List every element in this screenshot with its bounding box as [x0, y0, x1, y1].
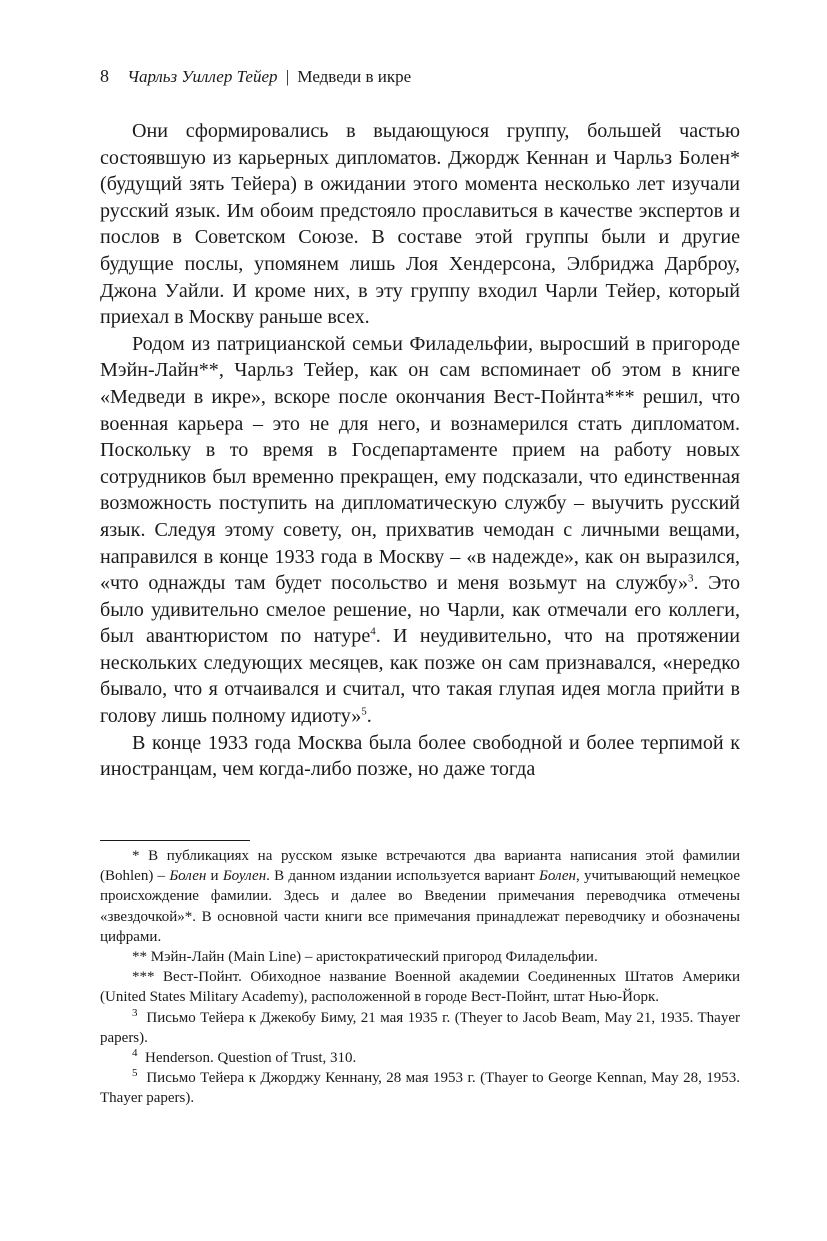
paragraph-2-part-b: . Это было удивительно смелое решение, но Чарли, как отмечали его коллеги, был авантюристом по натуре	[100, 572, 741, 648]
footnote-1-italic-2: Боулен	[222, 868, 267, 885]
paragraph-3: В конце 1933 года Москва была более свободной и более терпимой к иностранцам, чем когда-либо позже, но даже тогда	[100, 731, 740, 781]
footnote-4-number: 3	[132, 1006, 138, 1019]
paragraph-2-part-c: . И неудивительно, что на протяжении нескольких следующих месяцев, как позже он сам признавался, «нередко бывало, что я отчаивался и считал, что такая глупая идея могла прийти в голову лишь полному идиоту»	[100, 625, 741, 728]
paragraph-1: Они сформировались в выдающуюся группу, большей частью состоявшую из карьерных дипломатов. Джордж Кеннан и Чарльз Болен* (будущий зять Тейера) в ожидании этого момента несколько лет изучали русский язык. Им обоим предстояло прославиться в качестве экспертов и послов в Советском Союзе. В составе этой группы были и другие будущие послы, упомянем лишь Лоя Хендерсона, Элбриджа Дарброу, Джона Уайли. И кроме них, в эту группу входил Чарли Тейер, который приехал в Москву раньше всех.	[100, 120, 740, 329]
header-book-title: Медведи в икре	[297, 67, 412, 86]
footnote-1-text-b: и	[206, 868, 223, 885]
footnote-1	[100, 846, 740, 947]
footnote-divider	[100, 840, 250, 841]
footnote-ref-4: 4	[370, 625, 376, 638]
footnote-1-text-a: * В публикациях на русском языке встречаются два варианта написания этой фамилии (Bohlen) –	[100, 848, 740, 885]
footnote-3: *** Вест-Пойнт. Обиходное название Военной академии Соединенных Штатов Америки (United States Military Academy), расположенной в городе Вест-Пойнт, штат Нью-Йорк.	[100, 969, 740, 1006]
footnote-4-text: Письмо Тейера к Джекобу Биму, 21 мая 1935 г. (Theyer to Jacob Beam, May 21, 1935. Thayer papers).	[100, 1009, 740, 1046]
header-author: Чарльз Уиллер Тейер	[127, 67, 278, 86]
footnote-1-text-d: , учитывающий немецкое происхождение фамилии. Здесь и далее во Введении примечания переводчика отмечены «звездочкой»*. В основной части книги все примечания принадлежат переводчику и обозначены цифрами.	[100, 868, 741, 945]
footnote-6-text: Письмо Тейера к Джорджу Кеннану, 28 мая 1953 г. (Thayer to George Kennan, May 28, 1953. Thayer papers).	[100, 1070, 741, 1107]
footnote-1-italic-1: Болен	[169, 868, 207, 885]
footnote-4	[100, 1008, 740, 1048]
page-number: 8	[100, 66, 109, 86]
main-text	[100, 118, 740, 783]
footnote-1-italic-3: Болен	[538, 868, 576, 885]
footnote-6	[100, 1068, 740, 1108]
footnote-5-number: 4	[132, 1047, 138, 1060]
footnote-ref-5: 5	[361, 705, 367, 718]
running-header	[100, 64, 411, 89]
footnote-6-number: 5	[132, 1067, 138, 1080]
footnote-1-text-c: . В данном издании используется вариант	[266, 868, 539, 885]
header-separator: |	[285, 67, 290, 86]
footnote-5-text: Henderson. Question of Trust, 310.	[145, 1050, 357, 1067]
footnote-ref-3: 3	[688, 572, 694, 585]
paragraph-2-part-d: .	[366, 705, 372, 728]
footnote-2: ** Мэйн-Лайн (Main Line) – аристократический пригород Филадельфии.	[132, 949, 598, 966]
footnotes	[100, 846, 740, 1109]
footnote-5	[100, 1048, 740, 1068]
paragraph-2-part-a: Родом из патрицианской семьи Филадельфии, выросший в пригороде Мэйн-Лайн**, Чарльз Тейер, как он сам вспоминает об этом в книге «Медведи в икре», вскоре после окончания Вест-Пойнта*** решил, что военная карьера – это не для него, и вознамерился стать дипломатом. Поскольку в то время в Госдепартаменте прием на работу новых сотрудников был временно прекращен, ему подсказали, что единственная возможность поступить на дипломатическую службу – выучить русский язык. Следуя этому совету, он, прихватив чемодан с личными вещами, направился в конце 1933 года в Москву – «в надежде», как он выразился, «что однажды там будет посольство и меня возьмут на службу»	[100, 332, 740, 595]
paragraph-2	[100, 331, 740, 730]
